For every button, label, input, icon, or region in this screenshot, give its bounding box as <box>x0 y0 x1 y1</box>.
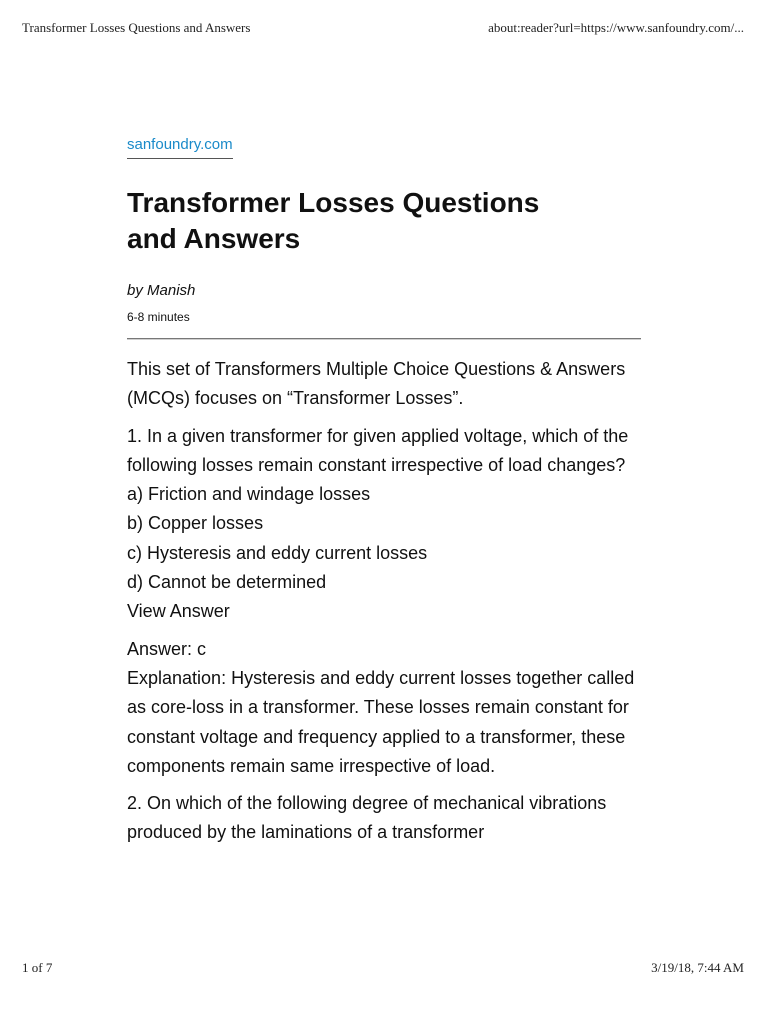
question-1-option-d: d) Cannot be determined <box>127 572 327 593</box>
view-answer-link[interactable]: View Answer <box>127 601 230 622</box>
question-1-option-b: b) Copper losses <box>127 513 264 534</box>
question-1-text: 1. In a given transformer for given applied voltage, which of the following losses remain constant irrespective of load changes? <box>127 425 629 475</box>
intro-paragraph: This set of Transformers Multiple Choice Questions & Answers (MCQs) focuses on “Transformer Losses”. <box>127 359 626 409</box>
question-2 <box>127 789 641 848</box>
question-2-text: 2. On which of the following degree of mechanical vibrations produced by the laminations of a transformer <box>127 793 607 843</box>
print-url: about:reader?url=https://www.sanfoundry.com/... <box>488 20 744 35</box>
page-count: 1 of 7 <box>22 960 53 975</box>
reader-article <box>127 136 641 856</box>
question-1-answer <box>127 635 641 781</box>
article-body <box>127 355 641 848</box>
print-header <box>22 20 744 36</box>
header-divider <box>127 338 641 340</box>
source-site-link[interactable]: sanfoundry.com <box>127 136 233 159</box>
print-page-title: Transformer Losses Questions and Answers <box>22 20 251 35</box>
explanation-text: Explanation: Hysteresis and eddy current losses together called as core-loss in a transformer. These losses remain constant for constant voltage and frequency applied to a transformer, these components remain same irrespective of load. <box>127 667 635 776</box>
article-title <box>127 185 641 257</box>
print-footer <box>22 960 744 976</box>
answer-text: Answer: c <box>127 638 207 659</box>
article-byline: by Manish <box>127 282 196 299</box>
article-title-line-2: and Answers <box>127 223 301 254</box>
question-1-option-c: c) Hysteresis and eddy current losses <box>127 542 428 563</box>
question-1 <box>127 422 641 627</box>
print-timestamp: 3/19/18, 7:44 AM <box>651 960 744 975</box>
question-1-option-a: a) Friction and windage losses <box>127 484 371 505</box>
article-title-line-1: Transformer Losses Questions <box>127 187 540 218</box>
reading-time: 6-8 minutes <box>127 310 190 324</box>
